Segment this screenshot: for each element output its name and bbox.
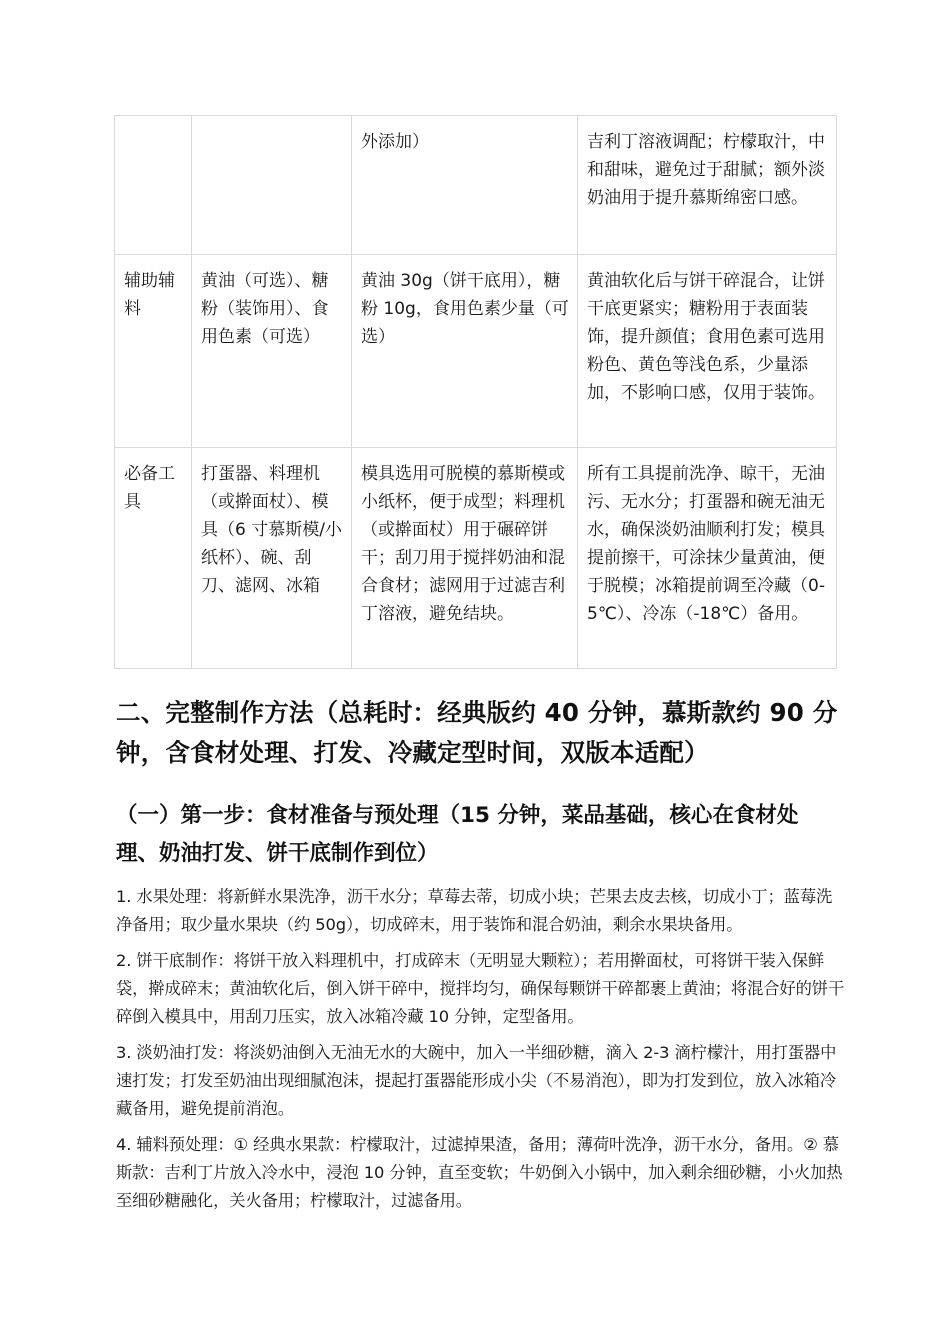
steps-list	[116, 883, 846, 1223]
subsection-heading: （一）第一步：食材准备与预处理（15 分钟，菜品基础，核心在食材处理、奶油打发、饼干底制作到位）	[116, 803, 799, 866]
table-cell: 所有工具提前洗净、晾干，无油污、无水分；打蛋器和碗无油无水，确保淡奶油顺利打发；模具提前擦干，可涂抹少量黄油，便于脱模；冰箱提前调至冷藏（0-5℃）、冷冻（-18℃）备用。	[578, 448, 837, 669]
list-item: 4. 辅料预处理：① 经典水果款：柠檬取汁，过滤掉果渣，备用；薄荷叶洗净，沥干水分，备用。② 慕斯款：吉利丁片放入冷水中，浸泡 10 分钟，直至变软；牛奶倒入小锅中，加入剩余细砂糖，小火加热至细砂糖融化，关火备用；柠檬取汁，过滤备用。	[116, 1135, 843, 1210]
table-cell	[192, 116, 352, 255]
list-item: 3. 淡奶油打发：将淡奶油倒入无油无水的大碗中，加入一半细砂糖，滴入 2-3 滴柠檬汁，用打蛋器中速打发；打发至奶油出现细腻泡沫，提起打蛋器能形成小尖（不易消泡），即为打发到位，放入冰箱冷藏备用，避免提前消泡。	[116, 1043, 837, 1118]
table-cell: 外添加）	[352, 116, 578, 255]
table-cell: 黄油（可选）、糖粉（装饰用）、食用色素（可选）	[192, 255, 352, 448]
ingredients-table	[114, 115, 837, 669]
table-cell: 打蛋器、料理机（或擀面杖）、模具（6 寸慕斯模/小纸杯）、碗、刮刀、滤网、冰箱	[192, 448, 352, 669]
table-cell	[115, 116, 192, 255]
table-row	[115, 116, 837, 255]
list-item: 2. 饼干底制作：将饼干放入料理机中，打成碎末（无明显大颗粒）；若用擀面杖，可将饼干装入保鲜袋，擀成碎末；黄油软化后，倒入饼干碎中，搅拌均匀，确保每颗饼干碎都裹上黄油；将混合好的饼干碎倒入模具中，用刮刀压实，放入冰箱冷藏 10 分钟，定型备用。	[116, 951, 845, 1026]
section-heading: 二、完整制作方法（总耗时：经典版约 40 分钟，慕斯款约 90 分钟，含食材处理、打发、冷藏定型时间，双版本适配）	[116, 698, 838, 767]
table-row	[115, 448, 837, 669]
table-cell: 辅助辅料	[115, 255, 192, 448]
table-cell: 吉利丁溶液调配；柠檬取汁，中和甜味，避免过于甜腻；额外淡奶油用于提升慕斯绵密口感。	[578, 116, 837, 255]
table-row	[115, 255, 837, 448]
table-cell: 模具选用可脱模的慕斯模或小纸杯，便于成型；料理机（或擀面杖）用于碾碎饼干；刮刀用于搅拌奶油和混合食材；滤网用于过滤吉利丁溶液，避免结块。	[352, 448, 578, 669]
table-cell: 黄油 30g（饼干底用），糖粉 10g，食用色素少量（可选）	[352, 255, 578, 448]
table-cell: 黄油软化后与饼干碎混合，让饼干底更紧实；糖粉用于表面装饰，提升颜值；食用色素可选用粉色、黄色等浅色系，少量添加，不影响口感，仅用于装饰。	[578, 255, 837, 448]
table-cell: 必备工具	[115, 448, 192, 669]
list-item: 1. 水果处理：将新鲜水果洗净，沥干水分；草莓去蒂，切成小块；芒果去皮去核，切成小丁；蓝莓洗净备用；取少量水果块（约 50g），切成碎末，用于装饰和混合奶油，剩余水果块备用。	[116, 887, 833, 934]
